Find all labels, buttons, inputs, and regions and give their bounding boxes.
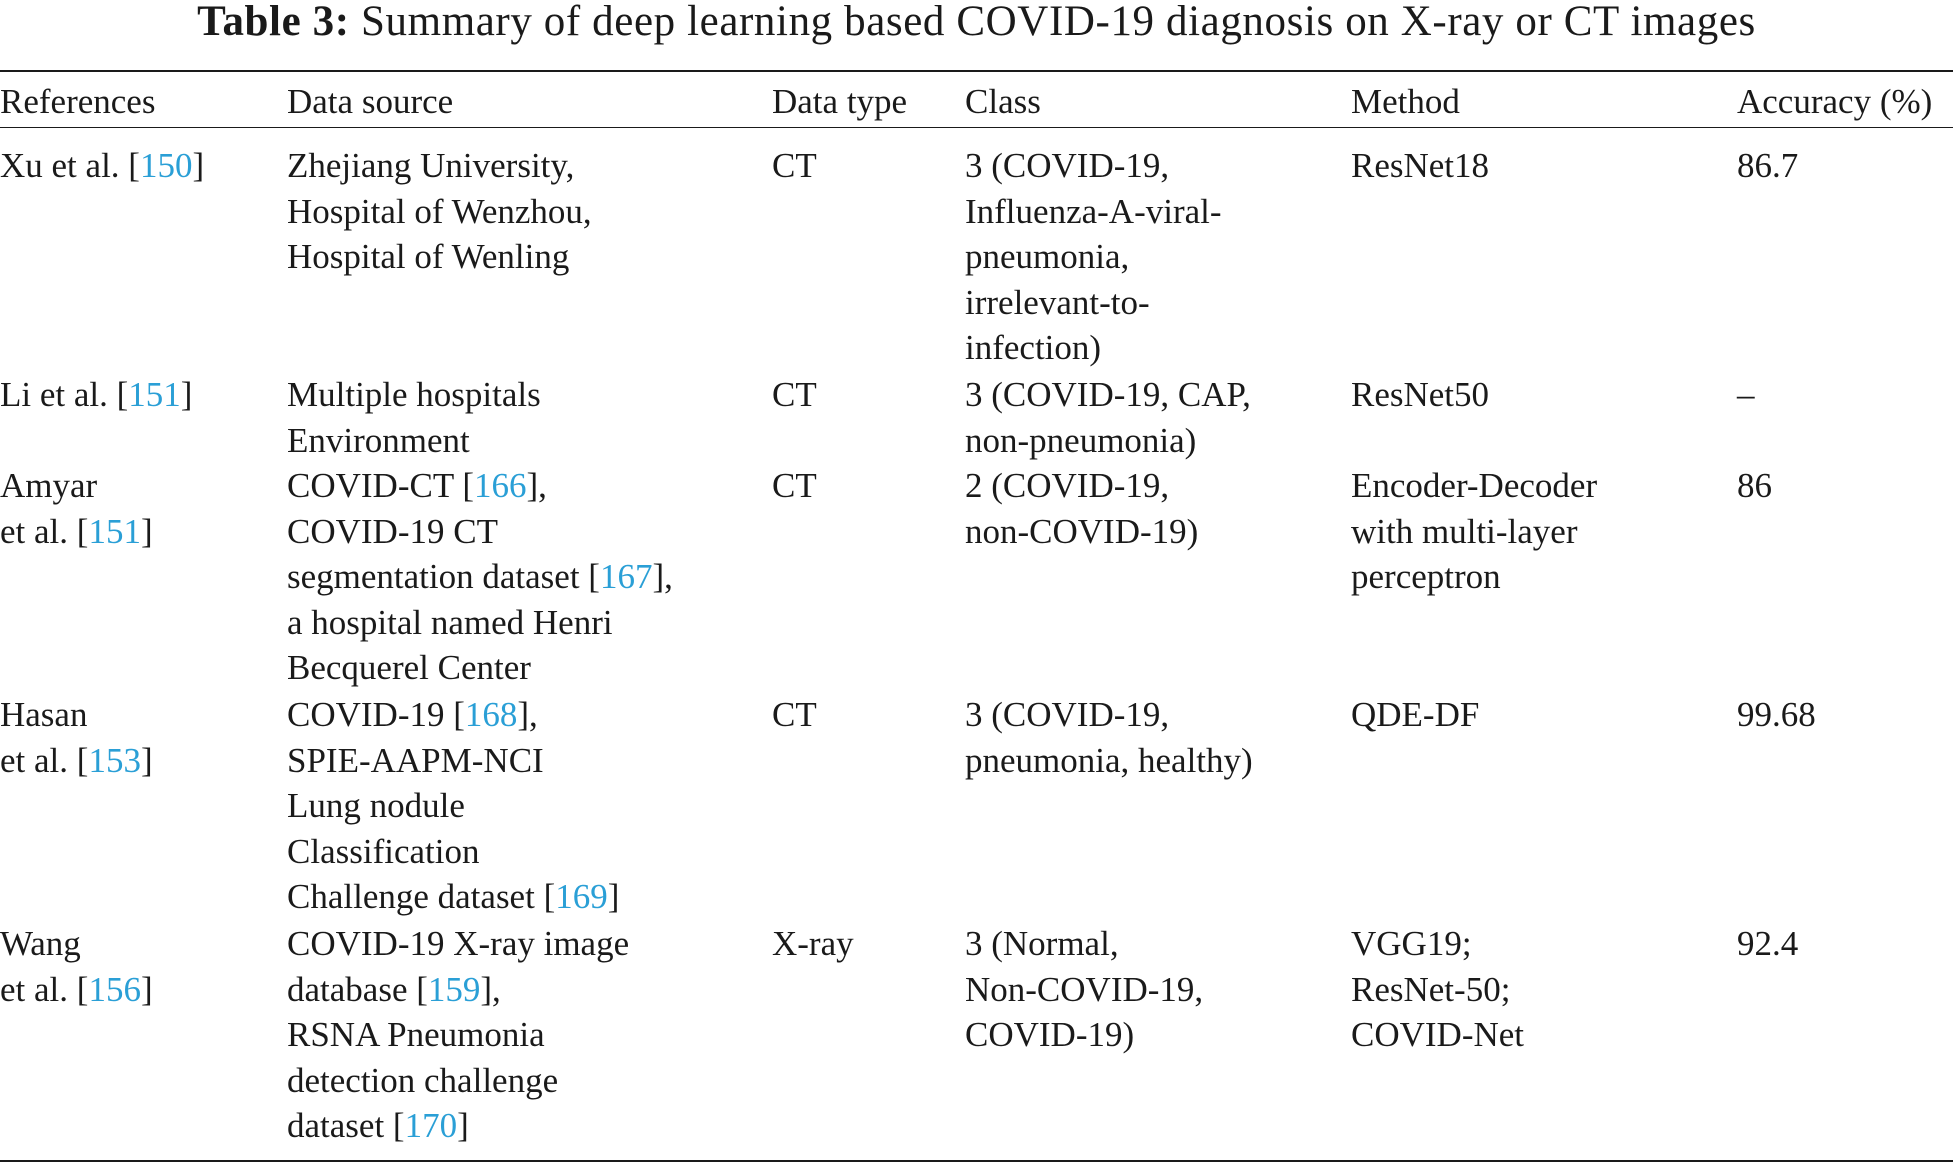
cell-accuracy: 92.4 [1737,924,1799,963]
cell-data-type: CT [772,146,817,185]
reference-text: Wang [0,924,81,963]
data-source-text: SPIE-AAPM-NCI [287,740,544,780]
citation-link[interactable]: 159 [427,969,481,1009]
cell-method [1351,463,1597,600]
header-method: Method [1351,82,1460,121]
citation-link[interactable]: 168 [464,695,518,734]
data-source-line [287,418,541,464]
method-line: COVID-Net [1351,1015,1525,1054]
data-source-line [287,738,619,784]
data-source-line [287,600,673,646]
cell-accuracy: 99.68 [1737,695,1816,734]
data-source-text: Lung nodule [287,786,465,825]
method-line: perceptron [1351,557,1501,596]
table-header [0,80,1953,124]
cell-reference [0,143,204,189]
cell-method [1351,143,1489,189]
data-source-text: segmentation dataset [ [287,557,600,596]
citation-link[interactable]: 150 [139,146,193,185]
top-rule [0,70,1953,72]
caption-text: Summary of deep learning based COVID-19 diagnosis on X-ray or CT images [361,0,1756,45]
method-line: VGG19; [1351,924,1472,963]
header-references: References [0,82,156,121]
data-source-text: Hospital of Wenzhou, [287,191,592,231]
reference-line [0,509,153,555]
reference-text: ] [140,740,153,780]
data-source-line [287,829,619,875]
class-line: non-pneumonia) [965,420,1197,460]
citation-link[interactable]: 166 [473,466,527,505]
data-source-text: ] [607,877,620,916]
reference-line [0,967,153,1013]
data-source-line [287,234,592,280]
cell-data-type: CT [772,466,817,505]
method-line: Encoder-Decoder [1351,466,1598,505]
data-source-text: dataset [ [287,1106,405,1145]
cell-reference [0,372,192,418]
header-rule [0,127,1953,128]
data-source-text: COVID-19 [ [287,695,465,734]
caption-label: Table 3: [197,0,350,45]
reference-line [0,463,153,509]
reference-line [0,738,153,784]
data-source-line [287,1012,629,1058]
class-line: 2 (COVID-19, [965,466,1170,505]
class-line: pneumonia, [965,237,1130,276]
cell-class [965,143,1222,371]
cell-accuracy: 86.7 [1737,146,1799,185]
reference-line [0,692,153,738]
data-source-text: a hospital named Henri [287,602,613,642]
data-source-line [287,874,619,920]
data-source-text: COVID-19 X-ray image [287,924,630,963]
method-line: ResNet50 [1351,375,1490,414]
header-accuracy: Accuracy (%) [1737,82,1933,121]
data-source-text: Environment [287,420,470,460]
data-source-line [287,783,619,829]
class-line: irrelevant-to- [965,282,1150,322]
cell-data-source [287,143,592,280]
class-line: 3 (COVID-19, CAP, [965,375,1251,414]
reference-text: et al. [ [0,511,89,551]
data-source-line [287,692,619,738]
data-source-line [287,509,673,555]
citation-link[interactable]: 153 [88,740,141,780]
cell-class [965,921,1203,1058]
class-line: pneumonia, healthy) [965,740,1253,780]
reference-line [0,921,153,967]
data-source-text: ] [457,1106,469,1145]
class-line: 3 (COVID-19, [965,146,1170,185]
reference-text: et al. [ [0,740,89,780]
cell-class [965,372,1251,463]
citation-link[interactable]: 170 [404,1106,458,1145]
reference-line [0,372,192,418]
reference-text: Xu et al. [ [0,146,140,185]
data-source-text: RSNA Pneumonia [287,1015,545,1054]
method-line: QDE-DF [1351,695,1480,734]
class-line: COVID-19) [965,1015,1135,1054]
data-source-line [287,372,541,418]
data-source-line [287,143,592,189]
data-source-text: Becquerel Center [287,648,531,687]
citation-link[interactable]: 156 [88,969,141,1009]
cell-reference [0,692,153,783]
method-line: ResNet18 [1351,146,1490,185]
cell-reference [0,921,153,1012]
data-source-text: Zhejiang University, [287,146,575,185]
reference-text: ] [140,511,153,551]
cell-accuracy: 86 [1737,466,1772,505]
data-source-line [287,554,673,600]
cell-data-source [287,463,673,691]
reference-text: ] [140,969,153,1009]
data-source-line [287,645,673,691]
cell-data-type: CT [772,695,817,734]
reference-text: Li et al. [ [0,375,129,414]
data-source-text: Multiple hospitals [287,375,541,414]
method-line: ResNet-50; [1351,969,1511,1009]
cell-method [1351,372,1489,418]
cell-data-type: CT [772,375,817,414]
data-source-text: Classification [287,831,480,871]
data-source-line [287,1058,629,1104]
data-source-text: ], [652,557,673,596]
cell-class [965,463,1198,554]
cell-method [1351,692,1479,738]
header-class: Class [965,82,1041,121]
cell-data-source [287,921,629,1149]
cell-accuracy: – [1737,375,1755,414]
cell-reference [0,463,153,554]
data-source-text: detection challenge [287,1060,559,1100]
header-data-type: Data type [772,82,908,121]
data-source-text: ], [526,466,547,505]
data-source-line [287,189,592,235]
class-line: non-COVID-19) [965,511,1199,551]
cell-data-source [287,692,619,920]
data-source-text: COVID-CT [ [287,466,474,505]
data-source-line [287,1103,629,1149]
cell-data-source [287,372,541,463]
class-line: infection) [965,328,1102,367]
cell-method [1351,921,1524,1058]
citation-link[interactable]: 151 [88,511,141,551]
data-source-text: Hospital of Wenling [287,237,570,276]
reference-text: Hasan [0,695,88,734]
class-line: Non-COVID-19, [965,969,1204,1009]
data-source-line [287,921,629,967]
method-line: with multi-layer [1351,511,1578,551]
bottom-rule [0,1160,1953,1162]
reference-text: et al. [ [0,969,89,1009]
header-data-source: Data source [287,82,454,121]
data-source-text: ], [517,695,538,734]
data-source-line [287,967,629,1013]
reference-text: Amyar [0,466,98,505]
cell-data-type: X-ray [772,924,854,963]
class-line: 3 (Normal, [965,924,1119,963]
data-source-line [287,463,673,509]
data-source-text: ], [480,969,501,1009]
table-caption [0,0,1953,44]
reference-line [0,143,204,189]
reference-text: ] [192,146,205,185]
class-line: Influenza-A-viral- [965,191,1222,231]
cell-class [965,692,1253,783]
data-source-text: database [ [287,969,428,1009]
citation-link[interactable]: 151 [128,375,181,414]
class-line: 3 (COVID-19, [965,695,1170,734]
data-source-text: COVID-19 CT [287,511,498,551]
citation-link[interactable]: 167 [599,557,653,596]
citation-link[interactable]: 169 [555,877,608,916]
reference-text: ] [180,375,193,414]
data-source-text: Challenge dataset [ [287,877,556,916]
